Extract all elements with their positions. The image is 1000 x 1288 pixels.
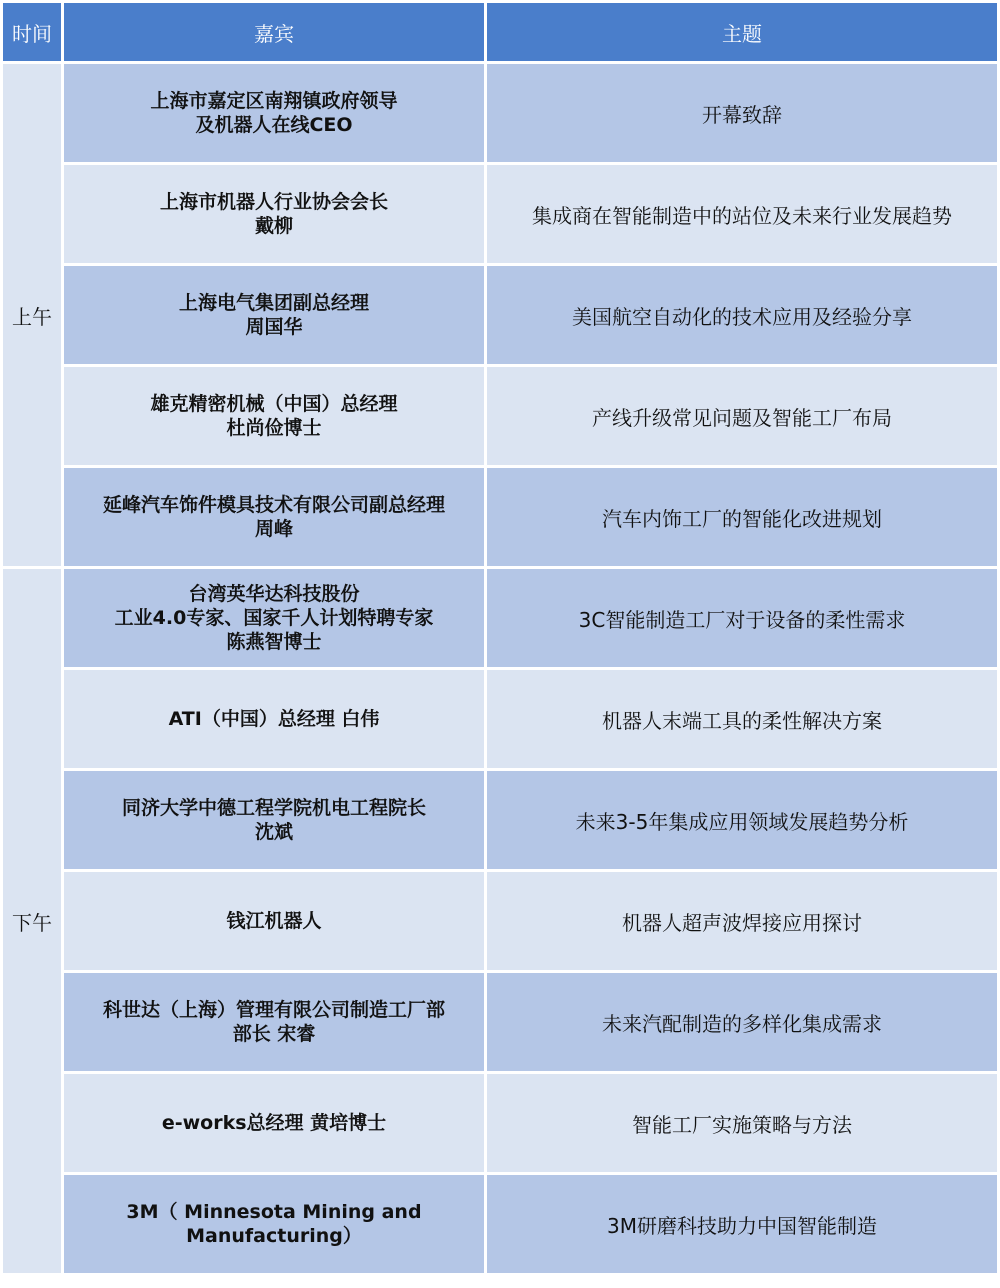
agenda-row [3, 569, 997, 667]
guest-line: 戴柳 [254, 215, 293, 237]
agenda-row [3, 266, 997, 364]
guest-line: 科世达（上海）管理有限公司制造工厂部 [102, 999, 445, 1021]
guest-line: 陈燕智博士 [226, 631, 322, 653]
guest-cell [64, 1175, 484, 1273]
guest-line: Manufacturing） [186, 1225, 362, 1247]
agenda-row [3, 367, 997, 465]
guest-cell [64, 468, 484, 566]
guest-line: ATI（中国）总经理 白伟 [168, 708, 380, 730]
topic-cell: 集成商在智能制造中的站位及未来行业发展趋势 [487, 165, 997, 263]
header-row [3, 3, 997, 61]
agenda-row [3, 64, 997, 162]
agenda-row [3, 165, 997, 263]
guest-line: 部长 宋睿 [232, 1023, 316, 1045]
guest-cell [64, 872, 484, 970]
guest-line: 工业4.0专家、国家千人计划特聘专家 [114, 607, 434, 629]
guest-line: 及机器人在线CEO [195, 114, 353, 136]
guest-line: 雄克精密机械（中国）总经理 [150, 393, 398, 415]
guest-line: 上海市嘉定区南翔镇政府领导 [150, 90, 398, 112]
topic-cell: 产线升级常见问题及智能工厂布局 [487, 367, 997, 465]
guest-line: 钱江机器人 [226, 910, 322, 932]
agenda-row [3, 1074, 997, 1172]
guest-cell [64, 771, 484, 869]
topic-cell: 汽车内饰工厂的智能化改进规划 [487, 468, 997, 566]
guest-cell [64, 973, 484, 1071]
guest-line: 上海电气集团副总经理 [178, 292, 369, 314]
guest-line: 台湾英华达科技股份 [188, 583, 360, 605]
guest-cell [64, 670, 484, 768]
guest-line: 沈斌 [254, 821, 293, 843]
guest-line: 同济大学中德工程学院机电工程院长 [121, 797, 426, 819]
agenda-row [3, 670, 997, 768]
guest-line: 3M（ Minnesota Mining and [126, 1201, 422, 1223]
guest-line: 杜尚俭博士 [226, 417, 322, 439]
guest-line: 周国华 [245, 316, 303, 338]
header-guest: 嘉宾 [64, 3, 484, 61]
guest-line: 上海市机器人行业协会会长 [159, 191, 388, 213]
topic-cell: 未来3-5年集成应用领域发展趋势分析 [487, 771, 997, 869]
guest-cell [64, 64, 484, 162]
guest-line: e-works总经理 黄培博士 [161, 1112, 387, 1134]
agenda-row [3, 468, 997, 566]
agenda-row [3, 973, 997, 1071]
guest-cell [64, 367, 484, 465]
topic-cell: 智能工厂实施策略与方法 [487, 1074, 997, 1172]
guest-cell [64, 266, 484, 364]
topic-cell: 机器人末端工具的柔性解决方案 [487, 670, 997, 768]
topic-cell: 机器人超声波焊接应用探讨 [487, 872, 997, 970]
guest-cell [64, 569, 484, 667]
guest-line: 周峰 [254, 518, 293, 540]
header-time: 时间 [3, 3, 61, 61]
agenda-row [3, 771, 997, 869]
agenda-row [3, 1175, 997, 1273]
session-label: 下午 [3, 569, 61, 1273]
agenda-row [3, 872, 997, 970]
topic-cell: 3C智能制造工厂对于设备的柔性需求 [487, 569, 997, 667]
topic-cell: 开幕致辞 [487, 64, 997, 162]
agenda-body [3, 64, 997, 1273]
topic-cell: 未来汽配制造的多样化集成需求 [487, 973, 997, 1071]
session-label: 上午 [3, 64, 61, 566]
guest-line: 延峰汽车饰件模具技术有限公司副总经理 [102, 494, 445, 516]
topic-cell: 3M研磨科技助力中国智能制造 [487, 1175, 997, 1273]
guest-cell [64, 165, 484, 263]
topic-cell: 美国航空自动化的技术应用及经验分享 [487, 266, 997, 364]
guest-cell [64, 1074, 484, 1172]
header-topic: 主题 [487, 3, 997, 61]
